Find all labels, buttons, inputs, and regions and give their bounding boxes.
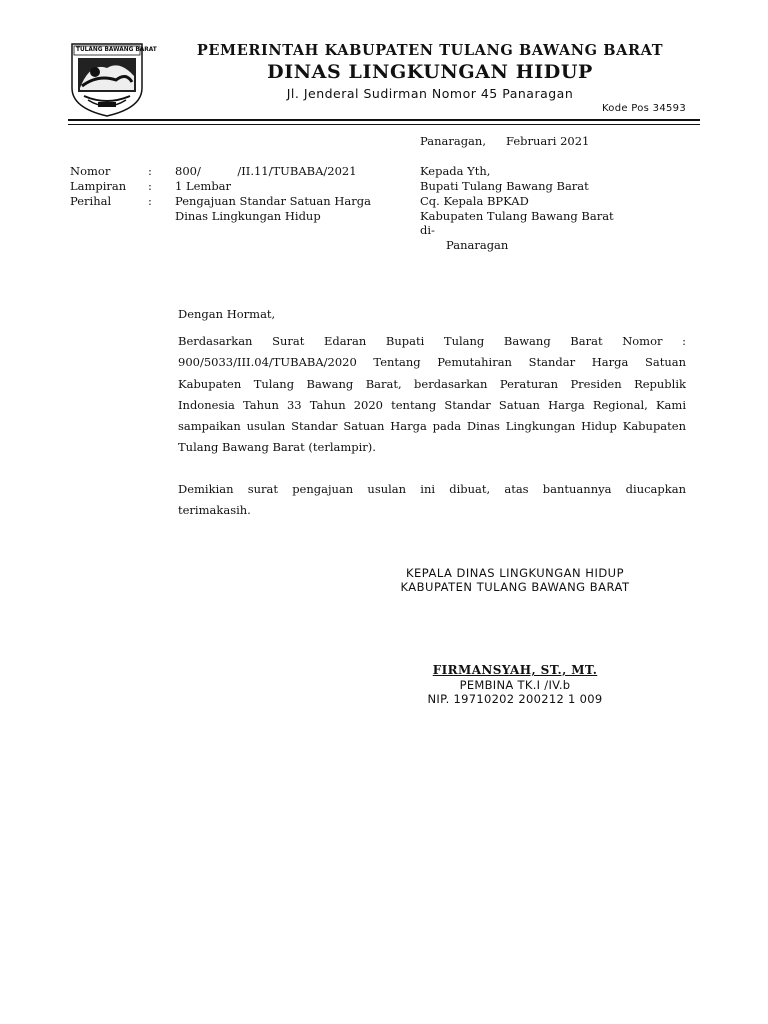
paragraph-line: terimakasih. [178,503,251,518]
paragraph-line: Tulang Bawang Barat (terlampir). [178,440,376,455]
agency-name: DINAS LINGKUNGAN HIDUP [267,61,593,83]
signatory-title: KEPALA DINAS LINGKUNGAN HIDUP [405,566,625,580]
recipient-line: Panaragan [446,238,509,252]
body-paragraph-2 [178,479,686,522]
meta-value: 800/ /II.11/TUBABA/2021 [175,164,357,178]
meta-label: Lampiran [70,179,127,193]
signatory-nip: NIP. 19710202 200212 1 009 [427,692,603,706]
meta-colon: : [148,179,152,193]
meta-colon: : [148,194,152,208]
meta-row-perihal [70,194,370,209]
recipient-line: Bupati Tulang Bawang Barat [420,179,589,193]
emblem-banner-text: TULANG BAWANG BARAT [76,47,157,53]
meta-value: Pengajuan Standar Satuan Harga [175,194,371,208]
paragraph-line: sampaikan usulan Standar Satuan Harga pada Dinas Lingkungan Hidup Kabupaten [178,419,686,434]
paragraph-line: Kabupaten Tulang Bawang Barat, berdasarkan Peraturan Presiden Republik [178,376,686,391]
meta-colon: : [148,164,152,178]
letter-date-place: Panaragan, [420,134,486,148]
regency-emblem [70,42,157,118]
meta-label: Perihal [70,194,112,208]
paragraph-line: Demikian surat pengajuan usulan ini dibuat, atas bantuannya diucapkan [178,482,686,496]
meta-value: 1 Lembar [175,179,232,193]
letter-date: Februari 2021 [506,134,590,148]
meta-row-lampiran [70,179,370,194]
recipient-line: Cq. Kepala BPKAD [420,194,529,208]
greeting: Dengan Hormat, [178,307,276,321]
signatory-name: FIRMANSYAH, ST., MT. [432,663,598,677]
meta-label: Nomor [70,164,111,178]
meta-row-nomor [70,164,370,179]
meta-row-perihal-cont [70,209,370,224]
government-name: PEMERINTAH KABUPATEN TULANG BAWANG BARAT [196,42,664,59]
signatory-rank: PEMBINA TK.I /IV.b [459,678,571,692]
paragraph-line: Indonesia Tahun 33 Tahun 2020 tentang Standar Satuan Harga Regional, Kami [178,397,686,412]
signatory-title-2: KABUPATEN TULANG BAWANG BARAT [400,580,630,594]
header-rule-thin [68,124,700,125]
paragraph-line: 900/5033/III.04/TUBABA/2020 Tentang Pemutahiran Standar Harga Satuan [178,355,686,370]
agency-address: Jl. Jenderal Sudirman Nomor 45 Panaragan [286,86,574,101]
meta-value: Dinas Lingkungan Hidup [175,209,321,223]
postal-code: Kode Pos 34593 [601,103,686,114]
body-paragraph-1 [178,331,686,459]
recipient-line: Kabupaten Tulang Bawang Barat [420,209,614,223]
recipient-line: Kepada Yth, [420,164,491,178]
paragraph-line: Berdasarkan Surat Edaran Bupati Tulang Bawang Barat Nomor : [178,334,686,348]
recipient-line: di- [420,223,435,237]
header-rule-thick [68,119,700,121]
